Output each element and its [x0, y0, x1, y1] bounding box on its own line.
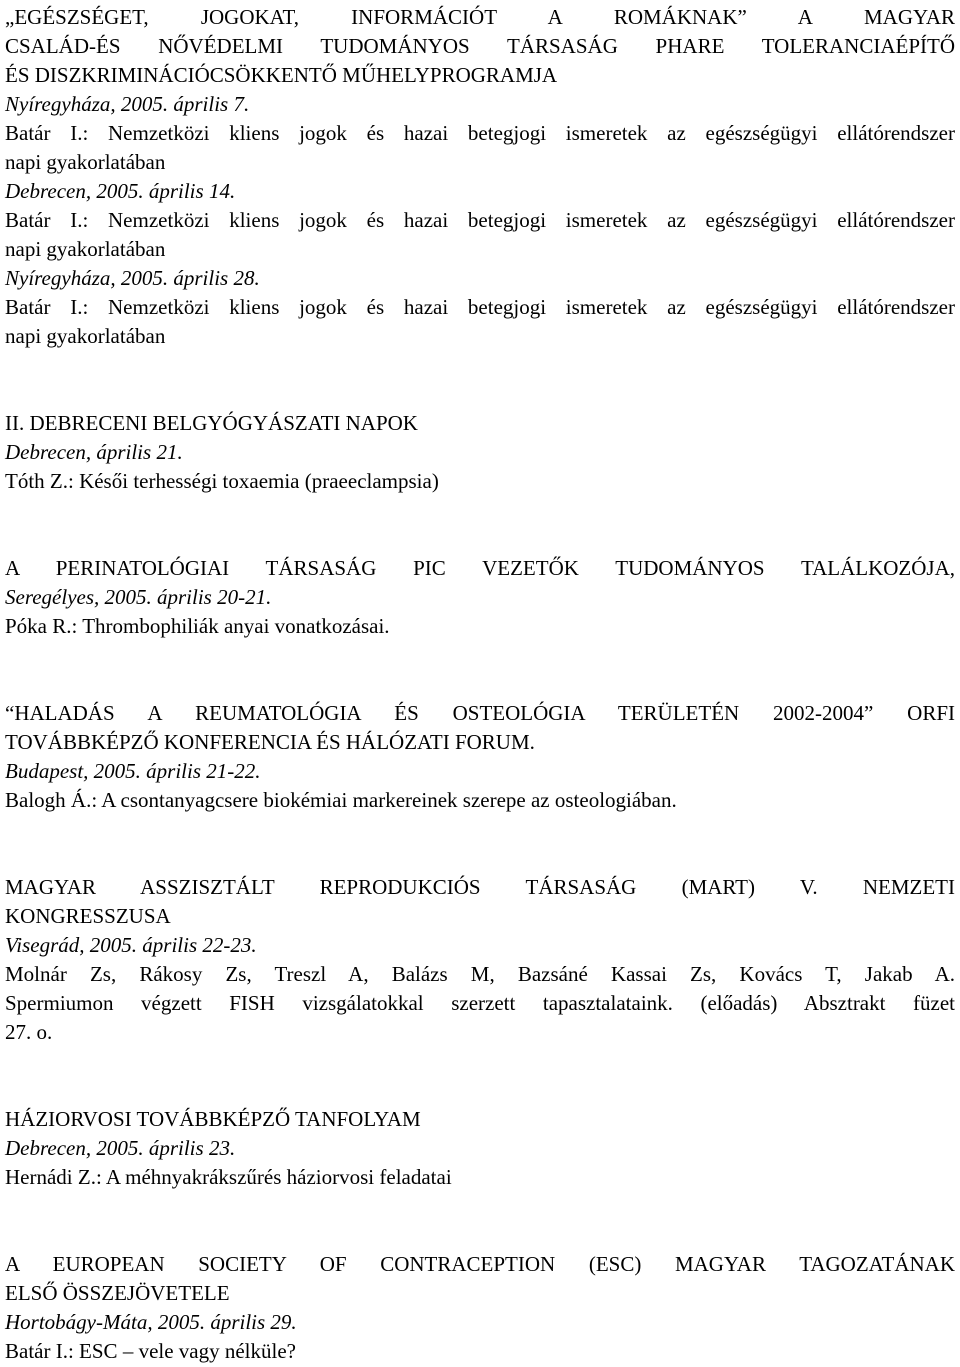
event-title: A EUROPEAN SOCIETY OF CONTRACEPTION (ESC) MAGYAR TAGOZATÁNAK [5, 1252, 955, 1276]
section-spacer [5, 380, 955, 409]
text-line: Batár I.: Nemzetközi kliens jogok és hazai betegjogi ismeretek az egészségügyi ellátórendszer [5, 208, 955, 232]
section-spacer [5, 1076, 955, 1105]
event-location-date: Debrecen, április 21. [5, 440, 183, 464]
text-line: napi gyakorlatában [5, 324, 166, 348]
section-spacer [5, 641, 955, 670]
event-location-date: Debrecen, 2005. április 14. [5, 179, 236, 203]
text-line: ÉS DISZKRIMINÁCIÓCSÖKKENTŐ MŰHELYPROGRAMJA [5, 63, 558, 87]
conference-entry [5, 873, 955, 1047]
text-line: napi gyakorlatában [5, 237, 166, 261]
text-line: Póka R.: Thrombophiliák anyai vonatkozásai. [5, 614, 390, 638]
text-line: Batár I.: Nemzetközi kliens jogok és hazai betegjogi ismeretek az egészségügyi ellátórendszer [5, 295, 955, 319]
text-line: Spermiumon végzett FISH vizsgálatokkal szerzett tapasztalataink. (előadás) Absztrakt füzet [5, 991, 955, 1015]
text-line: ELSŐ ÖSSZEJÖVETELE [5, 1281, 230, 1305]
event-location-date: Nyíregyháza, 2005. április 7. [5, 92, 250, 116]
document-page [5, 3, 955, 1366]
text-line: CSALÁD-ÉS NŐVÉDELMI TUDOMÁNYOS TÁRSASÁG PHARE TOLERANCIAÉPÍTŐ [5, 34, 955, 58]
conference-entry [5, 554, 955, 641]
event-location-date: Visegrád, 2005. április 22-23. [5, 933, 257, 957]
text-line: 27. o. [5, 1020, 53, 1044]
conference-entry [5, 3, 955, 351]
text-line: Molnár Zs, Rákosy Zs, Treszl A, Balázs M, Bazsáné Kassai Zs, Kovács T, Jakab A. [5, 962, 955, 986]
section-spacer [5, 1047, 955, 1076]
section-spacer [5, 351, 955, 380]
text-line: Hernádi Z.: A méhnyakrákszűrés háziorvosi feladatai [5, 1165, 452, 1189]
event-title: MAGYAR ASSZISZTÁLT REPRODUKCIÓS TÁRSASÁG (MART) V. NEMZETI [5, 875, 955, 899]
event-title: „EGÉSZSÉGET, JOGOKAT, INFORMÁCIÓT A ROMÁKNAK” A MAGYAR [5, 5, 955, 29]
text-line: napi gyakorlatában [5, 150, 166, 174]
section-spacer [5, 815, 955, 844]
conference-entry [5, 1250, 955, 1366]
event-title: HÁZIORVOSI TOVÁBBKÉPZŐ TANFOLYAM [5, 1107, 421, 1131]
text-line: Batár I.: ESC – vele vagy nélküle? [5, 1339, 296, 1363]
event-location-date: Budapest, 2005. április 21-22. [5, 759, 261, 783]
section-spacer [5, 496, 955, 525]
section-spacer [5, 670, 955, 699]
text-line: Tóth Z.: Késői terhességi toxaemia (praeeclampsia) [5, 469, 439, 493]
text-line: TOVÁBBKÉPZŐ KONFERENCIA ÉS HÁLÓZATI FORUM. [5, 730, 535, 754]
section-spacer [5, 1221, 955, 1250]
text-line: KONGRESSZUSA [5, 904, 171, 928]
section-spacer [5, 525, 955, 554]
text-line: Balogh Á.: A csontanyagcsere biokémiai markereinek szerepe az osteologiában. [5, 788, 677, 812]
event-location-date: Seregélyes, 2005. április 20-21. [5, 585, 272, 609]
section-spacer [5, 1192, 955, 1221]
conference-entry [5, 1105, 955, 1192]
section-spacer [5, 844, 955, 873]
event-title: “HALADÁS A REUMATOLÓGIA ÉS OSTEOLÓGIA TERÜLETÉN 2002-2004” ORFI [5, 701, 955, 725]
event-title: A PERINATOLÓGIAI TÁRSASÁG PIC VEZETŐK TUDOMÁNYOS TALÁLKOZÓJA, [5, 556, 955, 580]
event-title: II. DEBRECENI BELGYÓGYÁSZATI NAPOK [5, 411, 418, 435]
event-location-date: Debrecen, 2005. április 23. [5, 1136, 236, 1160]
text-line: Batár I.: Nemzetközi kliens jogok és hazai betegjogi ismeretek az egészségügyi ellátórendszer [5, 121, 955, 145]
event-location-date: Hortobágy-Máta, 2005. április 29. [5, 1310, 297, 1334]
conference-entry [5, 409, 955, 496]
event-location-date: Nyíregyháza, 2005. április 28. [5, 266, 260, 290]
conference-entry [5, 699, 955, 815]
